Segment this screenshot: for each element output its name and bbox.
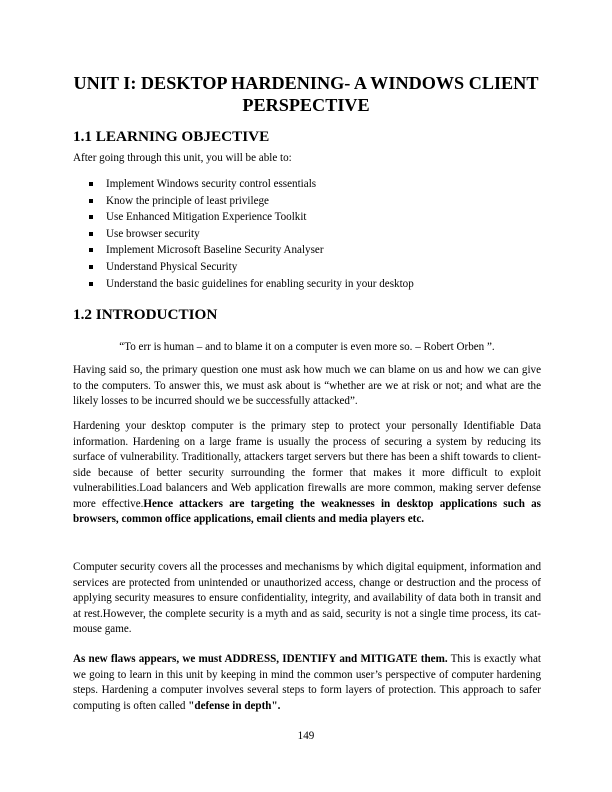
- unit-title: [60, 72, 552, 116]
- bullet-icon: [89, 248, 93, 252]
- paragraph-1: Having said so, the primary question one must ask how much we can blame on us and how we can give to the computers. To answer this, we must ask about is “whether are we at risk or not; and what are the likely losses to be incurred should we be successfully attacked”.: [73, 364, 541, 407]
- section-heading-learning-objective: 1.1 LEARNING OBJECTIVE: [73, 128, 270, 145]
- paragraph-4-emphasis: As new flaws appears, we must ADDRESS, IDENTIFY and MITIGATE them.: [73, 653, 448, 665]
- objective-intro: After going through this unit, you will be able to:: [73, 152, 292, 164]
- paragraph-4: [73, 652, 541, 714]
- bullet-icon: [89, 265, 93, 269]
- list-item: Know the principle of least privilege: [73, 193, 543, 210]
- list-item: Implement Microsoft Baseline Security Analyser: [73, 242, 543, 259]
- paragraph-2-text: Hardening your desktop computer is the primary step to protect your personally Identifiable Data information. Hardening on a large frame is usually the process of securing a system by reducing its surface of vulnerability. Traditionally, attackers target servers but there has been a shift towards to client-side because of better security surrounding the former that makes it more difficult to exploit vulnerabilities.Load balancers and Web application firewalls are more common, making server defense more effective.: [73, 420, 541, 510]
- list-item: Implement Windows security control essentials: [73, 176, 543, 193]
- list-item: Understand Physical Security: [73, 259, 543, 276]
- opening-quote: “To err is human – and to blame it on a computer is even more so. – Robert Orben ”.: [119, 341, 495, 353]
- paragraph-3: Computer security covers all the processes and mechanisms by which digital equipment, information and services are protected from unintended or unauthorized access, change or destruction and the process of applying security measures to ensure confidentiality, integrity, and availability of data both in transit and at rest.However, the complete security is a myth and as said, security is not a single time process, its cat-mouse game.: [73, 561, 541, 635]
- defense-in-depth-term: "defense in depth".: [188, 699, 281, 712]
- bullet-icon: [89, 232, 93, 236]
- list-item: Use browser security: [73, 226, 543, 243]
- page-number: 149: [297, 730, 315, 742]
- bullet-icon: [89, 199, 93, 203]
- bullet-icon: [89, 215, 93, 219]
- section-heading-introduction: 1.2 INTRODUCTION: [73, 306, 218, 323]
- list-item: Understand the basic guidelines for enabling security in your desktop: [73, 276, 543, 293]
- paragraph-2-emphasis: Hence attackers are targeting the weaknesses in desktop applications such as browsers, common office applications, email clients and media players etc.: [73, 497, 541, 525]
- objective-list: [73, 176, 543, 292]
- bullet-icon: [89, 282, 93, 286]
- unit-title-line-1: UNIT I: DESKTOP HARDENING- A WINDOWS CLIENT: [73, 73, 539, 93]
- paragraph-2: [73, 419, 541, 528]
- unit-title-line-2: PERSPECTIVE: [242, 95, 370, 115]
- list-item: Use Enhanced Mitigation Experience Toolkit: [73, 209, 543, 226]
- bullet-icon: [89, 182, 93, 186]
- paragraph-4-text: This is exactly what we going to learn in this unit by keeping in mind the common user’s perspective of computer hardening steps. Hardening a computer involves several steps to form layers of protection. This approach to safer computing is often called: [73, 653, 541, 712]
